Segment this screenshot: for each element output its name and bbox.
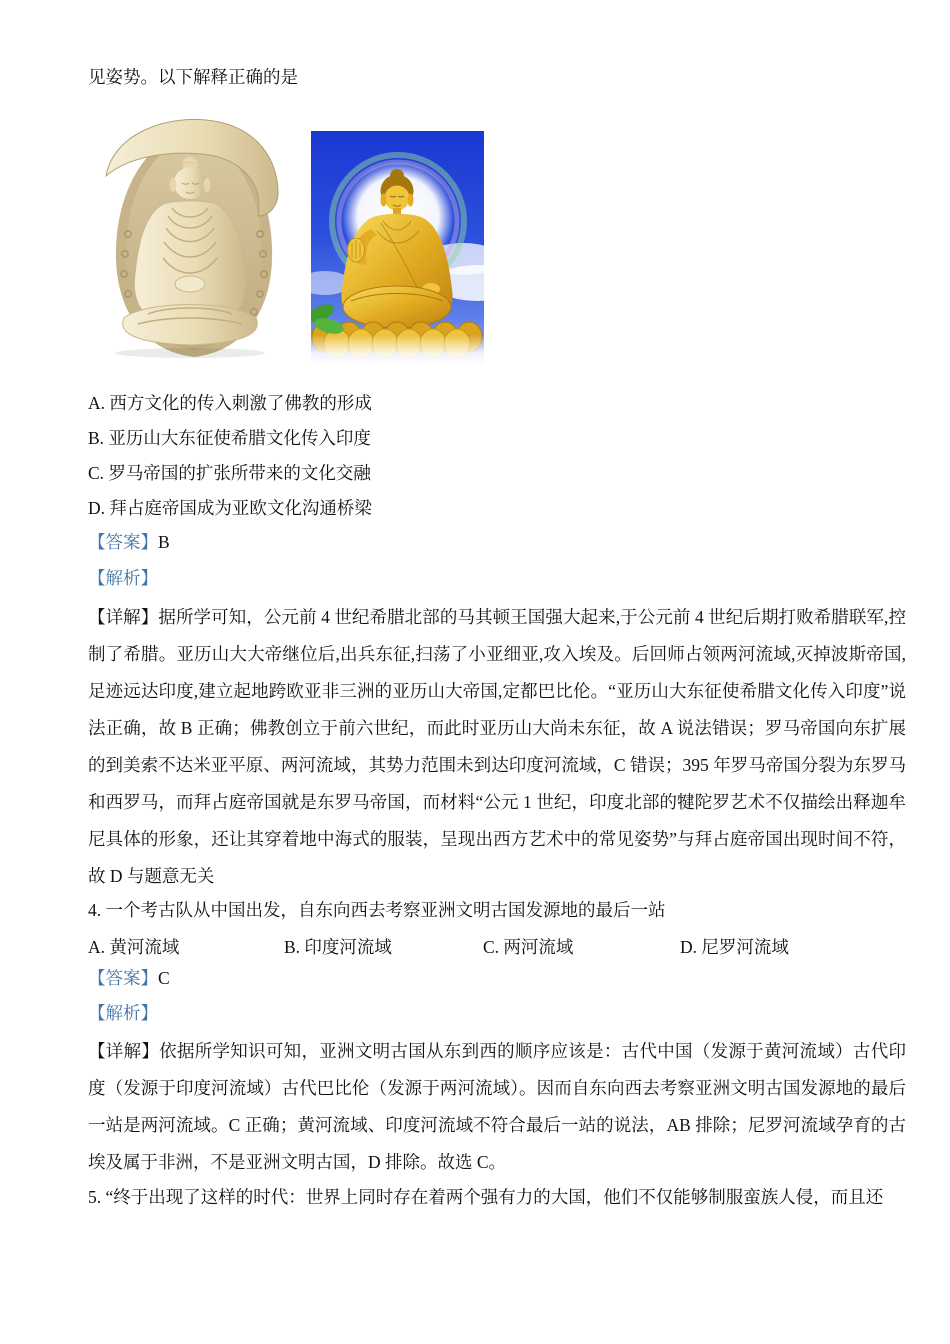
detail-marker: 【详解】	[88, 607, 159, 627]
buddha-face	[385, 186, 410, 211]
bottom-mist	[311, 335, 484, 365]
question3-stem-continuation: 见姿势。以下解释正确的是	[88, 67, 298, 87]
question3-option-d: D. 拜占庭帝国成为亚欧文化沟通桥梁	[88, 498, 372, 518]
answer-value: B	[158, 532, 170, 552]
question3-option-a: A. 西方文化的传入刺激了佛教的形成	[88, 393, 372, 413]
question3-explanation	[88, 599, 906, 895]
detail-text: 据所学可知，公元前 4 世纪希腊北部的马其顿王国强大起来,于公元前 4 世纪后期打败希腊联军,控制了希腊。亚历山大大帝继位后,出兵东征,扫荡了小亚细亚,攻入埃及。后回师占领两河流域,灭掉波斯帝国,足迹远达印度,建立起地跨欧亚非三洲的亚历山大帝国,定都巴比伦。“亚历山大东征使希腊文化传入印度”说法正确，故 B 正确；佛教创立于前六世纪，而此时亚历山大尚未东征，故 A 说法错误；罗马帝国向东扩展的到美索不达米亚平原、两河流域，其势力范围未到达印度河流域，C 错误；395 年罗马帝国分裂为东罗马和西罗马，而拜占庭帝国就是东罗马帝国，而材料“公元 1 世纪，印度北部的犍陀罗艺术不仅描绘出释迦牟尼具体的形象，还让其穿着地中海式的服装，呈现出西方艺术中的常见姿势”与拜占庭帝国出现时间不符，故 D 与题意无关	[88, 607, 907, 886]
ear	[170, 178, 177, 192]
hands-in-lap	[175, 276, 205, 292]
ear	[204, 178, 211, 192]
question4-option-c: C. 两河流域	[483, 937, 574, 957]
detail-text: 依据所学知识可知，亚洲文明古国从东到西的顺序应该是：古代中国（发源于黄河流域）古代印度（发源于印度河流域）古代巴比伦（发源于两河流域）。因而自东向西去考察亚洲文明古国发源地的最后一站是两河流域。C 正确；黄河流域、印度河流域不符合最后一站的说法，AB 排除；尼罗河流域孕育的古埃及属于非洲，不是亚洲文明古国，D 排除。故选 C。	[88, 1041, 906, 1172]
answer-value: C	[158, 968, 170, 988]
detail-marker: 【详解】	[88, 1041, 160, 1061]
question4-options-row	[88, 936, 906, 958]
crossed-legs	[123, 305, 258, 346]
analysis-marker: 【解析】	[88, 1003, 158, 1023]
golden-buddha-statue-image	[311, 131, 484, 365]
ear	[408, 194, 414, 207]
neck	[393, 208, 401, 214]
ear	[381, 194, 387, 207]
answer-marker: 【答案】	[88, 532, 158, 552]
question4-analysis-line	[88, 1002, 158, 1024]
statue-shadow	[115, 348, 265, 358]
question4-option-b: B. 印度河流域	[284, 937, 392, 957]
question3-option-b: B. 亚历山大东征使希腊文化传入印度	[88, 428, 371, 448]
question3-answer-line	[88, 531, 170, 553]
analysis-marker: 【解析】	[88, 568, 158, 588]
question5-stem: 5. “终于出现了这样的时代：世界上同时存在着两个强有力的大国，他们不仅能够制服蛮族人侵，而且还	[88, 1187, 884, 1207]
answer-marker: 【答案】	[88, 968, 158, 988]
question3-option-c: C. 罗马帝国的扩张所带来的文化交融	[88, 463, 371, 483]
question4-explanation	[88, 1033, 906, 1181]
buddha-head	[174, 167, 206, 199]
question4-option-d: D. 尼罗河流域	[680, 937, 789, 957]
stone-buddha-statue-image	[88, 112, 300, 360]
question4-stem: 4. 一个考古队从中国出发，自东向西去考察亚洲文明古国发源地的最后一站	[88, 900, 666, 920]
question4-option-a: A. 黄河流域	[88, 937, 180, 957]
question4-answer-line	[88, 967, 170, 989]
question3-analysis-line	[88, 567, 158, 589]
